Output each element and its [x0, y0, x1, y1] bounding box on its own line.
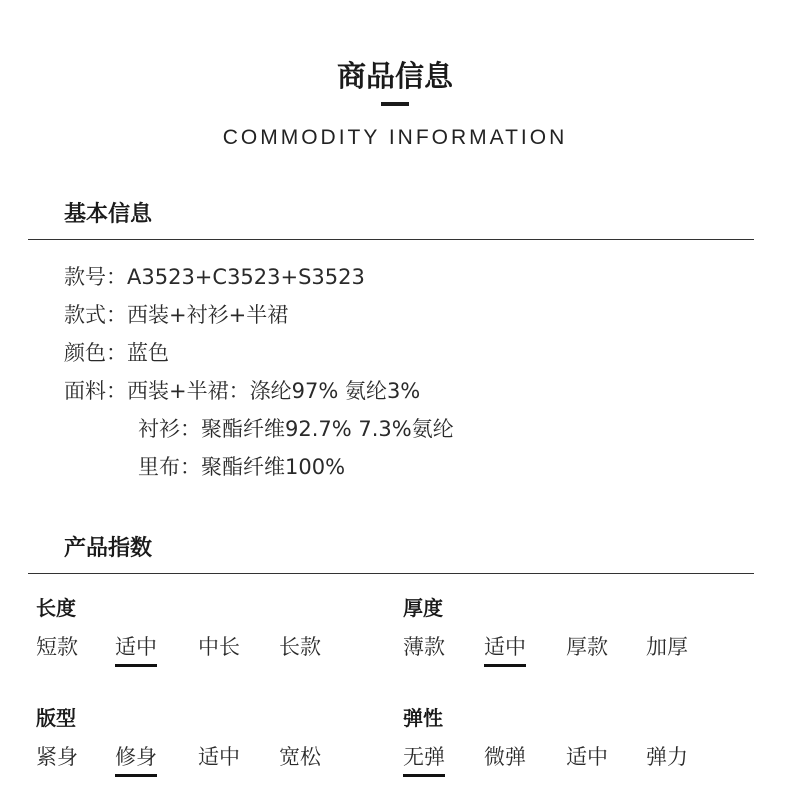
basic-info-heading: 基本信息	[64, 202, 153, 227]
index-group-fit-label: 版型	[36, 706, 76, 730]
length-option-medium: 适中	[115, 631, 157, 667]
fit-option-tight: 紧身	[36, 745, 78, 769]
length-option-long: 长款	[279, 635, 321, 659]
thickness-option-extra-thick: 加厚	[646, 635, 688, 659]
info-row-style-number: 款号：A3523+C3523+S3523	[64, 265, 365, 289]
info-row-color: 颜色：蓝色	[64, 341, 169, 365]
elasticity-option-slight: 微弹	[484, 745, 526, 769]
info-row-style: 款式：西装+衬衫+半裙	[64, 303, 289, 327]
fit-option-slim: 修身	[115, 741, 157, 777]
index-group-thickness-label: 厚度	[403, 596, 443, 620]
elasticity-option-medium: 适中	[566, 745, 608, 769]
info-row-fabric: 面料：西装+半裙：涤纶97% 氨纶3%	[64, 379, 421, 403]
thickness-option-thick: 厚款	[566, 635, 608, 659]
basic-info-divider	[28, 239, 754, 240]
thickness-option-thin: 薄款	[403, 635, 445, 659]
elasticity-option-none: 无弹	[403, 741, 445, 777]
product-index-heading: 产品指数	[64, 536, 153, 561]
title-underline-bar	[381, 102, 409, 106]
page-title-cn: 商品信息	[336, 59, 453, 93]
fit-option-loose: 宽松	[279, 745, 321, 769]
info-row-lining: 里布：聚酯纤维100%	[138, 455, 346, 479]
index-group-elasticity-label: 弹性	[403, 706, 443, 730]
fit-option-regular: 适中	[198, 745, 240, 769]
thickness-option-medium: 适中	[484, 631, 526, 667]
index-group-length-label: 长度	[36, 596, 76, 620]
length-option-short: 短款	[36, 635, 78, 659]
product-index-divider	[28, 573, 754, 574]
page-title-en: COMMODITY INFORMATION	[222, 126, 568, 149]
length-option-mid-long: 中长	[198, 635, 240, 659]
elasticity-option-stretch: 弹力	[646, 745, 688, 769]
info-row-fabric-shirt: 衬衫：聚酯纤维92.7% 7.3%氨纶	[138, 417, 454, 441]
